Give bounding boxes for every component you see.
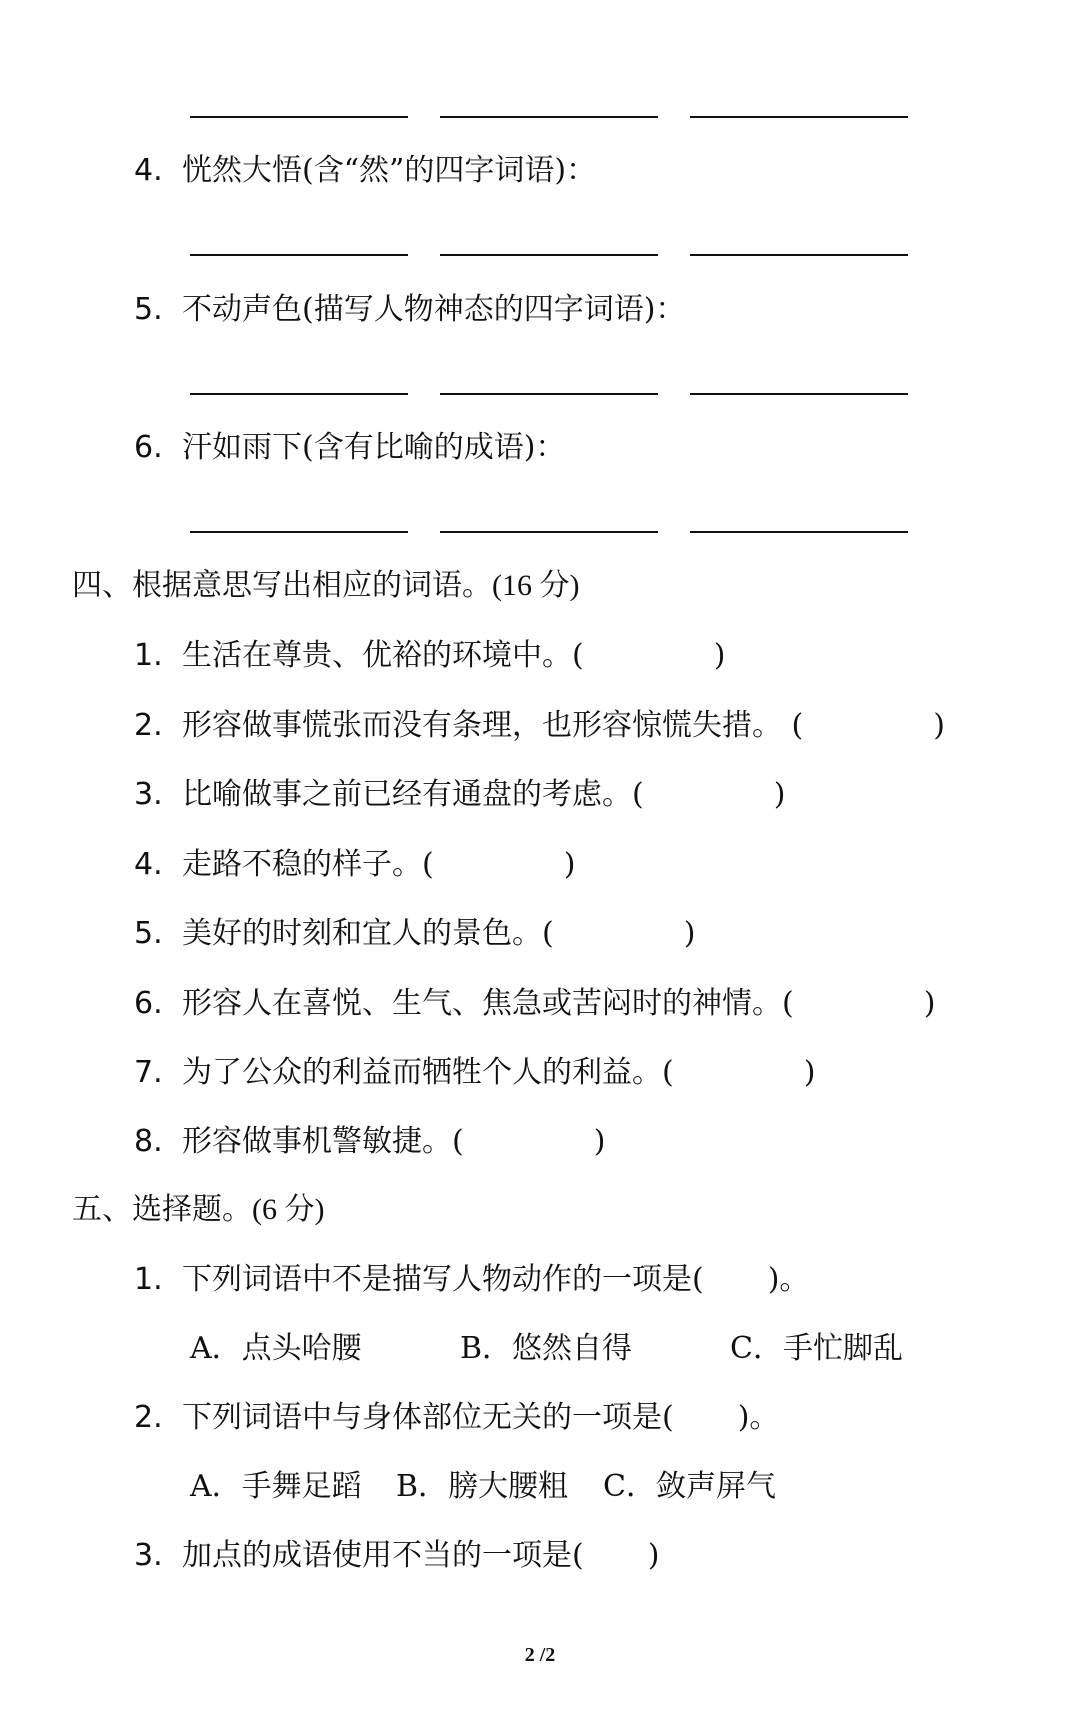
answer-blank[interactable] <box>190 531 408 533</box>
answer-blank-row <box>190 116 910 118</box>
page-number: 2 /2 <box>524 1644 556 1666</box>
item-number: 1. <box>134 638 163 673</box>
section-three-item-5 <box>134 290 685 330</box>
item-text: 不动声色(描写人物神态的四字词语)： <box>182 292 686 327</box>
option-b[interactable]: B．悠然自得 <box>460 1331 633 1366</box>
item-text: 形容人在喜悦、生气、焦急或苦闷时的神情。( <box>182 986 794 1021</box>
paren-close: ) <box>803 1055 816 1090</box>
paren-close: ) <box>773 777 786 812</box>
section-title: 四、根据意思写出相应的词语。 <box>72 568 492 603</box>
answer-blank[interactable] <box>440 531 658 533</box>
item-text: 比喻做事之前已经有通盘的考虑。( <box>182 777 644 812</box>
answer-blank[interactable] <box>440 116 658 118</box>
paren-close: ) <box>713 638 726 673</box>
paren-close: ) <box>563 847 576 882</box>
item-number: 4. <box>134 153 163 188</box>
section-four-item-1 <box>134 636 725 676</box>
answer-blank[interactable] <box>690 393 908 395</box>
item-text: 形容做事慌张而没有条理，也形容惊慌失措。 ( <box>182 708 804 743</box>
answer-blank-row <box>190 393 910 395</box>
section-four-item-2 <box>134 706 945 746</box>
answer-blank[interactable] <box>690 116 908 118</box>
paren-close: ) <box>647 1538 660 1573</box>
question-text: 下列词语中与身体部位无关的一项是( <box>182 1400 674 1435</box>
item-text: 汗如雨下(含有比喻的成语)： <box>182 430 566 465</box>
section-five-question-3 <box>134 1536 659 1576</box>
item-number: 4. <box>134 847 163 882</box>
item-text: 恍然大悟(含“然”的四字词语)： <box>182 153 597 188</box>
section-points: (16 分) <box>492 569 580 602</box>
answer-blank[interactable] <box>190 116 408 118</box>
item-number: 6. <box>134 430 163 465</box>
option-a[interactable]: A．手舞足蹈 <box>190 1469 362 1504</box>
answer-blank-row <box>190 254 910 256</box>
item-number: 7. <box>134 1055 163 1090</box>
answer-blank[interactable] <box>440 254 658 256</box>
item-number: 8. <box>134 1124 163 1159</box>
paren-close: ) <box>683 916 696 951</box>
section-four-item-4 <box>134 845 575 885</box>
section-points: (6 分) <box>252 1193 325 1226</box>
section-four-item-3 <box>134 775 785 815</box>
item-number: 2. <box>134 1400 163 1435</box>
answer-blank[interactable] <box>690 254 908 256</box>
item-text: 为了公众的利益而牺牲个人的利益。( <box>182 1055 674 1090</box>
question-1-options <box>190 1329 910 1369</box>
section-four-heading <box>72 566 579 606</box>
section-title: 五、选择题。 <box>72 1192 252 1227</box>
option-a[interactable]: A．点头哈腰 <box>190 1331 362 1366</box>
option-c[interactable]: C．敛声屏气 <box>603 1469 776 1504</box>
item-text: 走路不稳的样子。( <box>182 847 434 882</box>
item-number: 5. <box>134 916 163 951</box>
answer-blank-row <box>190 531 910 533</box>
item-number: 3. <box>134 777 163 812</box>
question-text: 下列词语中不是描写人物动作的一项是( <box>182 1262 704 1297</box>
question-2-options <box>190 1467 910 1507</box>
answer-blank[interactable] <box>190 393 408 395</box>
section-five-question-1 <box>134 1260 809 1300</box>
section-five-question-2 <box>134 1398 779 1438</box>
answer-blank[interactable] <box>690 531 908 533</box>
option-b[interactable]: B．膀大腰粗 <box>396 1469 569 1504</box>
item-number: 1. <box>134 1262 163 1297</box>
section-three-item-4 <box>134 151 596 191</box>
paren-close: )。 <box>767 1262 810 1297</box>
item-number: 5. <box>134 292 163 327</box>
paren-close: )。 <box>737 1400 780 1435</box>
section-four-item-7 <box>134 1053 815 1093</box>
answer-blank[interactable] <box>440 393 658 395</box>
section-three-item-6 <box>134 428 565 468</box>
option-c[interactable]: C．手忙脚乱 <box>730 1331 903 1366</box>
answer-blank[interactable] <box>190 254 408 256</box>
item-text: 生活在尊贵、优裕的环境中。( <box>182 638 584 673</box>
item-text: 形容做事机警敏捷。( <box>182 1124 464 1159</box>
item-number: 3. <box>134 1538 163 1573</box>
item-number: 2. <box>134 708 163 743</box>
paren-close: ) <box>923 986 936 1021</box>
section-four-item-8 <box>134 1122 605 1162</box>
section-five-heading <box>72 1190 324 1230</box>
section-four-item-6 <box>134 984 935 1024</box>
paren-close: ) <box>593 1124 606 1159</box>
item-number: 6. <box>134 986 163 1021</box>
item-text: 美好的时刻和宜人的景色。( <box>182 916 554 951</box>
paren-close: ) <box>933 708 945 743</box>
question-text: 加点的成语使用不当的一项是( <box>182 1538 584 1573</box>
section-four-item-5 <box>134 914 695 954</box>
